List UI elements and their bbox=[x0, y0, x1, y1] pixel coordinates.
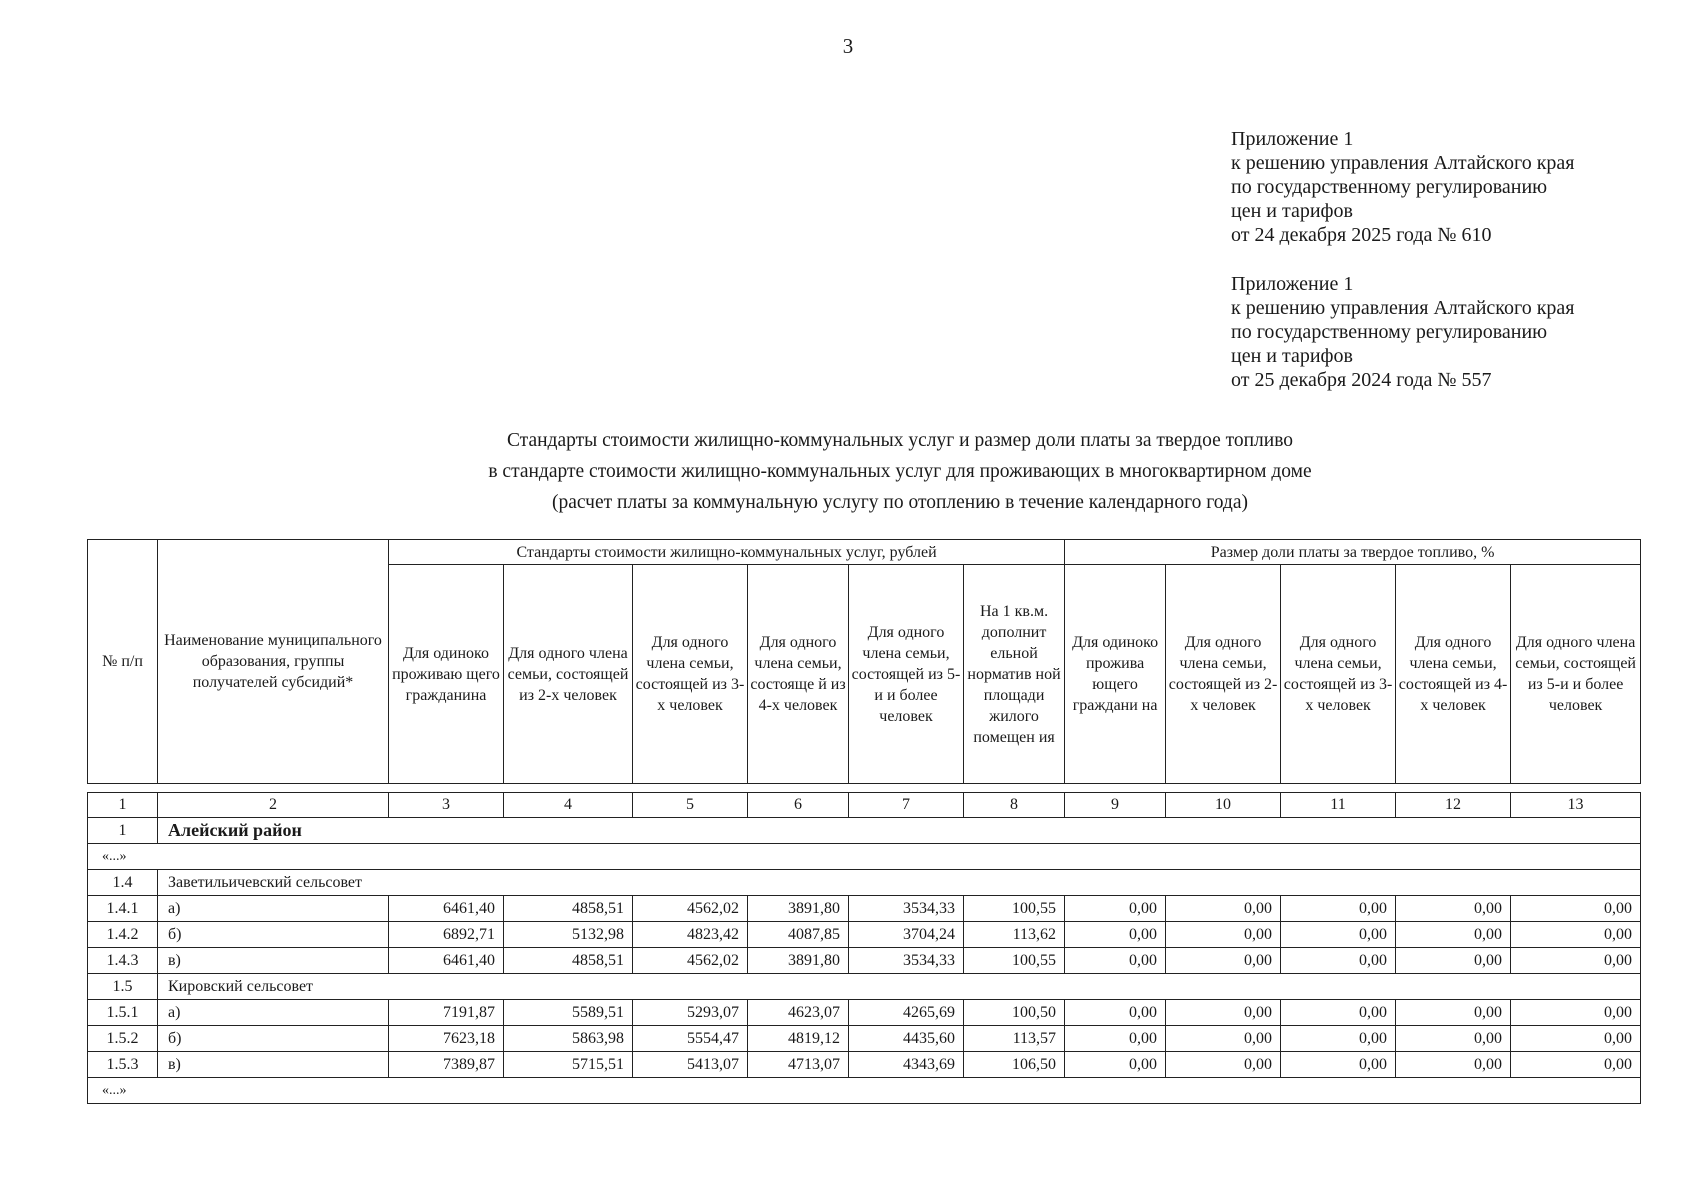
header-standard-per-sqm: На 1 кв.м. дополнит ельной норматив ной площади жилого помещен ия bbox=[964, 565, 1065, 784]
value-cell: 0,00 bbox=[1511, 896, 1641, 922]
column-number: 12 bbox=[1396, 793, 1511, 818]
value-cell: 0,00 bbox=[1065, 948, 1166, 974]
value-cell: 4858,51 bbox=[504, 948, 633, 974]
value-cell: 0,00 bbox=[1396, 1026, 1511, 1052]
value-cell: 100,50 bbox=[964, 1000, 1065, 1026]
value-cell: 0,00 bbox=[1511, 1000, 1641, 1026]
row-index: 1.4.2 bbox=[88, 922, 158, 948]
value-cell: 3534,33 bbox=[849, 948, 964, 974]
value-cell: 4562,02 bbox=[633, 896, 748, 922]
value-cell: 4823,42 bbox=[633, 922, 748, 948]
value-cell: 0,00 bbox=[1166, 896, 1281, 922]
appendix-line: цен и тарифов bbox=[1231, 345, 1353, 367]
value-cell: 0,00 bbox=[1511, 922, 1641, 948]
value-cell: 113,62 bbox=[964, 922, 1065, 948]
value-cell: 0,00 bbox=[1511, 1052, 1641, 1078]
value-cell: 0,00 bbox=[1065, 1052, 1166, 1078]
table-row bbox=[88, 948, 1641, 974]
value-cell: 4562,02 bbox=[633, 948, 748, 974]
omission-marker: «...» bbox=[88, 844, 1641, 870]
value-cell: 3534,33 bbox=[849, 896, 964, 922]
municipality-name: Заветильичевский сельсовет bbox=[158, 870, 1641, 896]
table-row bbox=[88, 1026, 1641, 1052]
header-share-family-5: Для одного члена семьи, состоящей из 5-и и более человек bbox=[1511, 565, 1641, 784]
municipality-name: Кировский сельсовет bbox=[158, 974, 1641, 1000]
value-cell: 0,00 bbox=[1065, 896, 1166, 922]
appendix-note bbox=[1231, 127, 1575, 247]
row-index: 1.5 bbox=[88, 974, 158, 1000]
title-line: в стандарте стоимости жилищно-коммунальных услуг для проживающих в многоквартирном доме bbox=[488, 461, 1312, 482]
value-cell: 0,00 bbox=[1396, 1052, 1511, 1078]
recipient-group: а) bbox=[158, 1000, 389, 1026]
value-cell: 0,00 bbox=[1281, 896, 1396, 922]
appendix-line: по государственному регулированию bbox=[1231, 176, 1548, 198]
header-group-share: Размер доли платы за твердое топливо, % bbox=[1065, 540, 1641, 565]
column-number: 8 bbox=[964, 793, 1065, 818]
value-cell: 0,00 bbox=[1166, 922, 1281, 948]
table-row bbox=[88, 1052, 1641, 1078]
value-cell: 0,00 bbox=[1396, 1000, 1511, 1026]
value-cell: 0,00 bbox=[1166, 1026, 1281, 1052]
value-cell: 4343,69 bbox=[849, 1052, 964, 1078]
title-line: (расчет платы за коммунальную услугу по отоплению в течение календарного года) bbox=[552, 492, 1248, 513]
title-line: Стандарты стоимости жилищно-коммунальных услуг и размер доли платы за твердое топливо bbox=[506, 430, 1294, 451]
header-standard-family-4: Для одного члена семьи, состояще й из 4-х человек bbox=[748, 565, 849, 784]
appendix-line: от 25 декабря 2024 года № 557 bbox=[1231, 369, 1492, 391]
appendix-line: Приложение 1 bbox=[1231, 273, 1354, 295]
header-municipality-name: Наименование муниципального образования, группы получателей субсидий* bbox=[158, 540, 389, 784]
column-number: 2 bbox=[158, 793, 389, 818]
value-cell: 6461,40 bbox=[389, 896, 504, 922]
value-cell: 3891,80 bbox=[748, 896, 849, 922]
column-number: 3 bbox=[389, 793, 504, 818]
column-number-row bbox=[88, 793, 1641, 818]
omission-marker: «...» bbox=[88, 1078, 1641, 1104]
column-number: 10 bbox=[1166, 793, 1281, 818]
value-cell: 0,00 bbox=[1166, 948, 1281, 974]
column-number: 11 bbox=[1281, 793, 1396, 818]
value-cell: 5413,07 bbox=[633, 1052, 748, 1078]
table-row bbox=[88, 922, 1641, 948]
value-cell: 5132,98 bbox=[504, 922, 633, 948]
value-cell: 4713,07 bbox=[748, 1052, 849, 1078]
column-number: 13 bbox=[1511, 793, 1641, 818]
table-header bbox=[87, 539, 1641, 784]
value-cell: 7623,18 bbox=[389, 1026, 504, 1052]
value-cell: 7389,87 bbox=[389, 1052, 504, 1078]
value-cell: 4819,12 bbox=[748, 1026, 849, 1052]
header-group-standards: Стандарты стоимости жилищно-коммунальных услуг, рублей bbox=[389, 540, 1065, 565]
value-cell: 0,00 bbox=[1065, 1026, 1166, 1052]
appendix-line: к решению управления Алтайского края bbox=[1231, 297, 1575, 319]
value-cell: 5293,07 bbox=[633, 1000, 748, 1026]
district-row bbox=[88, 818, 1641, 844]
appendix-note bbox=[1231, 272, 1575, 392]
value-cell: 0,00 bbox=[1166, 1052, 1281, 1078]
row-index: 1.5.3 bbox=[88, 1052, 158, 1078]
column-number: 1 bbox=[88, 793, 158, 818]
value-cell: 0,00 bbox=[1511, 948, 1641, 974]
header-standard-family-5: Для одного члена семьи, состоящей из 5-и и более человек bbox=[849, 565, 964, 784]
value-cell: 4087,85 bbox=[748, 922, 849, 948]
value-cell: 7191,87 bbox=[389, 1000, 504, 1026]
value-cell: 0,00 bbox=[1065, 1000, 1166, 1026]
header-share-family-3: Для одного члена семьи, состоящей из 3-х человек bbox=[1281, 565, 1396, 784]
header-standard-family-2: Для одного члена семьи, состоящей из 2-х человек bbox=[504, 565, 633, 784]
row-index: 1.4.1 bbox=[88, 896, 158, 922]
value-cell: 100,55 bbox=[964, 948, 1065, 974]
header-index: № п/п bbox=[88, 540, 158, 784]
value-cell: 113,57 bbox=[964, 1026, 1065, 1052]
district-name: Алейский район bbox=[158, 818, 1641, 844]
header-standard-single: Для одиноко проживаю щего гражданина bbox=[389, 565, 504, 784]
row-index: 1.5.1 bbox=[88, 1000, 158, 1026]
header-standard-family-3: Для одного члена семьи, состоящей из 3-х человек bbox=[633, 565, 748, 784]
value-cell: 3891,80 bbox=[748, 948, 849, 974]
value-cell: 4265,69 bbox=[849, 1000, 964, 1026]
value-cell: 6461,40 bbox=[389, 948, 504, 974]
value-cell: 0,00 bbox=[1166, 1000, 1281, 1026]
value-cell: 0,00 bbox=[1396, 922, 1511, 948]
value-cell: 4435,60 bbox=[849, 1026, 964, 1052]
column-number: 7 bbox=[849, 793, 964, 818]
section-row bbox=[88, 974, 1641, 1000]
row-index: 1.4.3 bbox=[88, 948, 158, 974]
row-index: 1 bbox=[88, 818, 158, 844]
ellipsis-row bbox=[88, 1078, 1641, 1104]
value-cell: 0,00 bbox=[1396, 896, 1511, 922]
value-cell: 0,00 bbox=[1281, 948, 1396, 974]
value-cell: 106,50 bbox=[964, 1052, 1065, 1078]
header-share-family-4: Для одного члена семьи, состоящей из 4-х человек bbox=[1396, 565, 1511, 784]
appendix-line: от 24 декабря 2025 года № 610 bbox=[1231, 224, 1492, 246]
recipient-group: в) bbox=[158, 1052, 389, 1078]
value-cell: 0,00 bbox=[1281, 1026, 1396, 1052]
appendix-line: к решению управления Алтайского края bbox=[1231, 152, 1575, 174]
ellipsis-row bbox=[88, 844, 1641, 870]
document-title bbox=[300, 425, 1500, 518]
section-row bbox=[88, 870, 1641, 896]
table-row bbox=[88, 1000, 1641, 1026]
column-number: 5 bbox=[633, 793, 748, 818]
value-cell: 0,00 bbox=[1396, 948, 1511, 974]
recipient-group: в) bbox=[158, 948, 389, 974]
value-cell: 0,00 bbox=[1281, 1000, 1396, 1026]
recipient-group: б) bbox=[158, 922, 389, 948]
column-number: 6 bbox=[748, 793, 849, 818]
value-cell: 5554,47 bbox=[633, 1026, 748, 1052]
row-index: 1.4 bbox=[88, 870, 158, 896]
value-cell: 100,55 bbox=[964, 896, 1065, 922]
recipient-group: а) bbox=[158, 896, 389, 922]
data-table bbox=[87, 792, 1641, 1104]
column-number: 9 bbox=[1065, 793, 1166, 818]
column-number: 4 bbox=[504, 793, 633, 818]
header-share-single: Для одиноко прожива ющего граждани на bbox=[1065, 565, 1166, 784]
header-share-family-2: Для одного члена семьи, состоящей из 2-х человек bbox=[1166, 565, 1281, 784]
appendix-line: по государственному регулированию bbox=[1231, 321, 1548, 343]
appendix-line: Приложение 1 bbox=[1231, 128, 1354, 150]
value-cell: 5863,98 bbox=[504, 1026, 633, 1052]
value-cell: 0,00 bbox=[1511, 1026, 1641, 1052]
page-number: 3 bbox=[842, 34, 854, 58]
value-cell: 5715,51 bbox=[504, 1052, 633, 1078]
recipient-group: б) bbox=[158, 1026, 389, 1052]
table-row bbox=[88, 896, 1641, 922]
value-cell: 6892,71 bbox=[389, 922, 504, 948]
value-cell: 4858,51 bbox=[504, 896, 633, 922]
row-index: 1.5.2 bbox=[88, 1026, 158, 1052]
value-cell: 0,00 bbox=[1065, 922, 1166, 948]
value-cell: 5589,51 bbox=[504, 1000, 633, 1026]
value-cell: 3704,24 bbox=[849, 922, 964, 948]
value-cell: 4623,07 bbox=[748, 1000, 849, 1026]
value-cell: 0,00 bbox=[1281, 1052, 1396, 1078]
value-cell: 0,00 bbox=[1281, 922, 1396, 948]
appendix-line: цен и тарифов bbox=[1231, 200, 1353, 222]
